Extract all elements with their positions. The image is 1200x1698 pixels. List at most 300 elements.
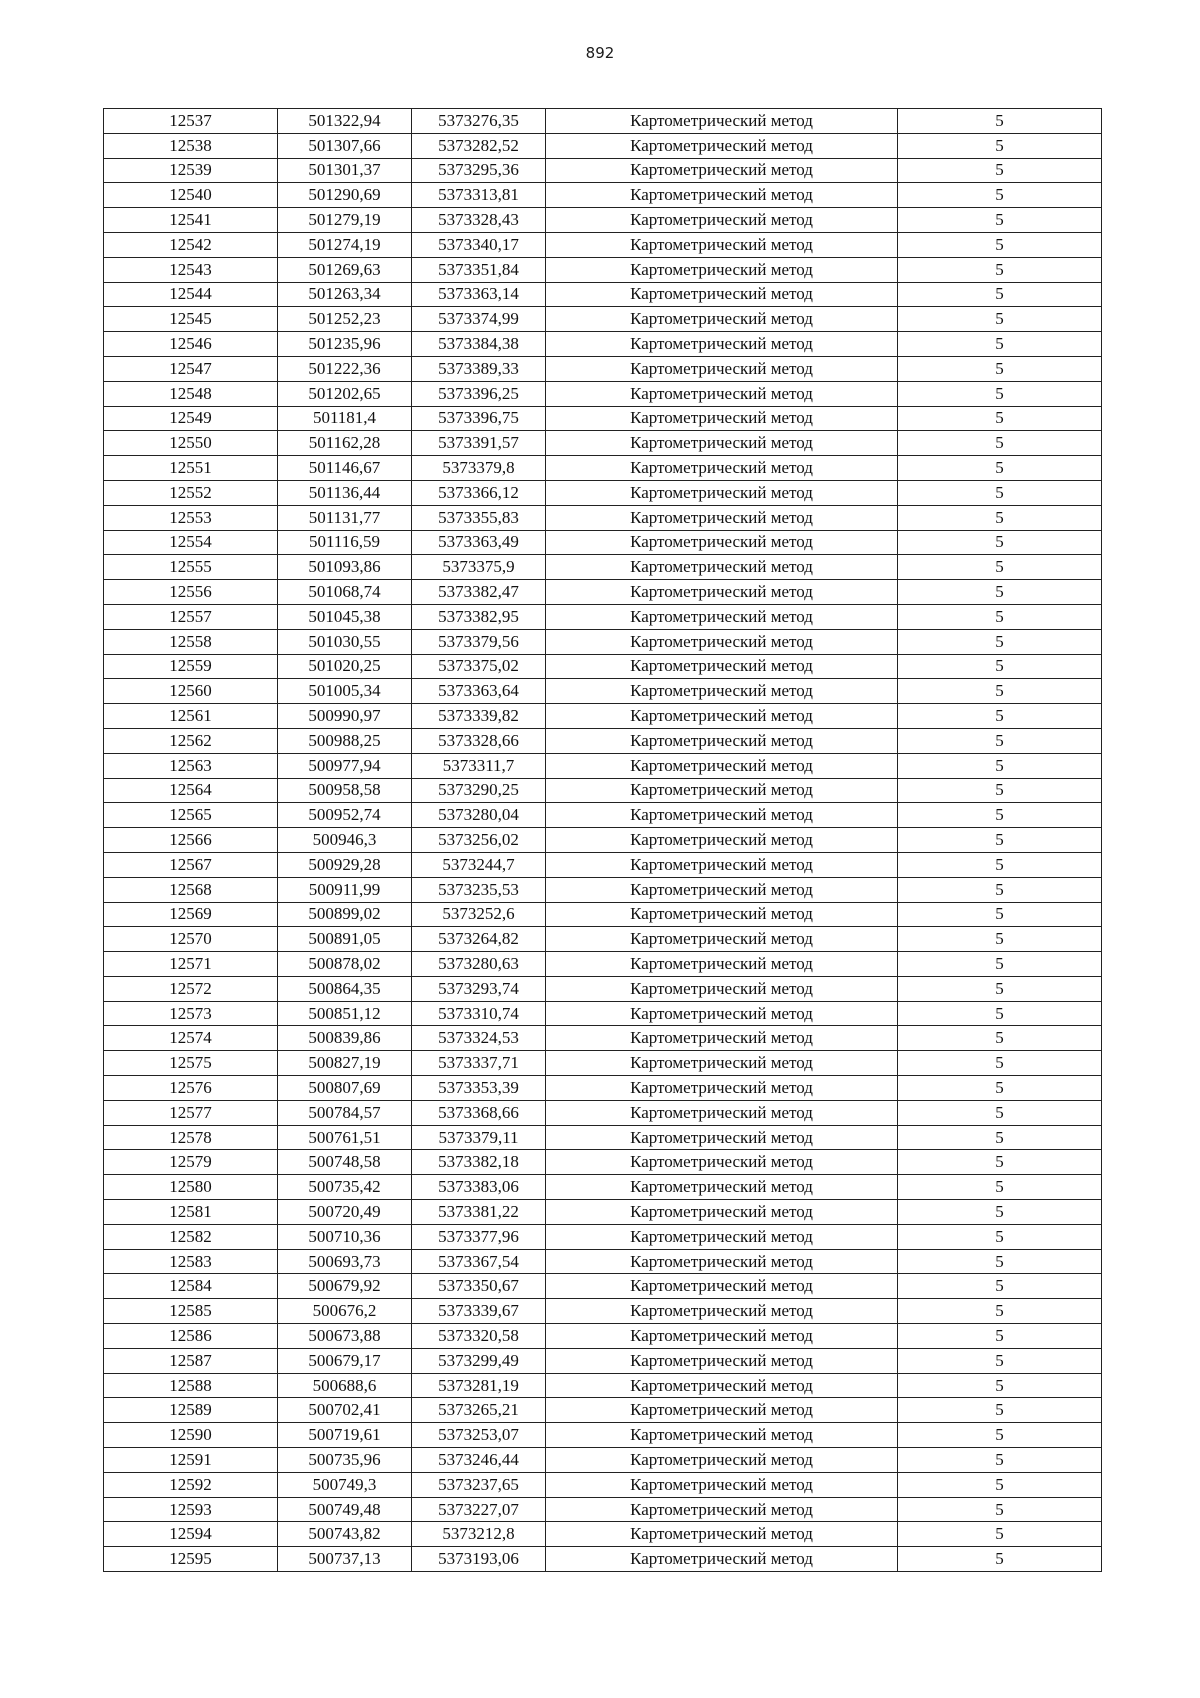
method-cell: Картометрический метод: [546, 505, 898, 530]
method-cell: Картометрический метод: [546, 952, 898, 977]
point-number-cell: 12539: [104, 158, 278, 183]
y-coordinate-cell: 5373355,83: [412, 505, 546, 530]
method-cell: Картометрический метод: [546, 1026, 898, 1051]
x-coordinate-cell: 500878,02: [278, 952, 412, 977]
method-cell: Картометрический метод: [546, 133, 898, 158]
method-cell: Картометрический метод: [546, 778, 898, 803]
y-coordinate-cell: 5373276,35: [412, 109, 546, 134]
accuracy-cell: 5: [898, 728, 1102, 753]
y-coordinate-cell: 5373235,53: [412, 877, 546, 902]
table-row: [104, 1026, 1102, 1051]
table-row: [104, 604, 1102, 629]
accuracy-cell: 5: [898, 282, 1102, 307]
accuracy-cell: 5: [898, 183, 1102, 208]
y-coordinate-cell: 5373381,22: [412, 1200, 546, 1225]
x-coordinate-cell: 500676,2: [278, 1299, 412, 1324]
table-row: [104, 1547, 1102, 1572]
table-row: [104, 1472, 1102, 1497]
point-number-cell: 12560: [104, 679, 278, 704]
point-number-cell: 12589: [104, 1398, 278, 1423]
accuracy-cell: 5: [898, 1150, 1102, 1175]
accuracy-cell: 5: [898, 952, 1102, 977]
y-coordinate-cell: 5373244,7: [412, 852, 546, 877]
point-number-cell: 12595: [104, 1547, 278, 1572]
accuracy-cell: 5: [898, 1472, 1102, 1497]
x-coordinate-cell: 500827,19: [278, 1051, 412, 1076]
method-cell: Картометрический метод: [546, 282, 898, 307]
point-number-cell: 12547: [104, 356, 278, 381]
point-number-cell: 12550: [104, 431, 278, 456]
point-number-cell: 12544: [104, 282, 278, 307]
accuracy-cell: 5: [898, 307, 1102, 332]
x-coordinate-cell: 501222,36: [278, 356, 412, 381]
x-coordinate-cell: 500710,36: [278, 1224, 412, 1249]
x-coordinate-cell: 501020,25: [278, 654, 412, 679]
method-cell: Картометрический метод: [546, 356, 898, 381]
method-cell: Картометрический метод: [546, 530, 898, 555]
x-coordinate-cell: 500977,94: [278, 753, 412, 778]
accuracy-cell: 5: [898, 1224, 1102, 1249]
y-coordinate-cell: 5373384,38: [412, 332, 546, 357]
y-coordinate-cell: 5373328,43: [412, 208, 546, 233]
method-cell: Картометрический метод: [546, 976, 898, 1001]
table-row: [104, 332, 1102, 357]
table-row: [104, 1051, 1102, 1076]
table-row: [104, 1373, 1102, 1398]
table-row: [104, 133, 1102, 158]
table-row: [104, 1175, 1102, 1200]
table-row: [104, 803, 1102, 828]
y-coordinate-cell: 5373282,52: [412, 133, 546, 158]
x-coordinate-cell: 500911,99: [278, 877, 412, 902]
page-number: 892: [585, 44, 615, 62]
accuracy-cell: 5: [898, 927, 1102, 952]
x-coordinate-cell: 501136,44: [278, 480, 412, 505]
accuracy-cell: 5: [898, 580, 1102, 605]
method-cell: Картометрический метод: [546, 1076, 898, 1101]
accuracy-cell: 5: [898, 654, 1102, 679]
accuracy-cell: 5: [898, 877, 1102, 902]
point-number-cell: 12575: [104, 1051, 278, 1076]
point-number-cell: 12545: [104, 307, 278, 332]
y-coordinate-cell: 5373324,53: [412, 1026, 546, 1051]
y-coordinate-cell: 5373328,66: [412, 728, 546, 753]
table-row: [104, 381, 1102, 406]
y-coordinate-cell: 5373295,36: [412, 158, 546, 183]
method-cell: Картометрический метод: [546, 1348, 898, 1373]
point-number-cell: 12557: [104, 604, 278, 629]
x-coordinate-cell: 500737,13: [278, 1547, 412, 1572]
y-coordinate-cell: 5373265,21: [412, 1398, 546, 1423]
x-coordinate-cell: 500749,3: [278, 1472, 412, 1497]
y-coordinate-cell: 5373382,18: [412, 1150, 546, 1175]
y-coordinate-cell: 5373310,74: [412, 1001, 546, 1026]
method-cell: Картометрический метод: [546, 704, 898, 729]
accuracy-cell: 5: [898, 604, 1102, 629]
point-number-cell: 12573: [104, 1001, 278, 1026]
y-coordinate-cell: 5373252,6: [412, 902, 546, 927]
accuracy-cell: 5: [898, 1348, 1102, 1373]
point-number-cell: 12558: [104, 629, 278, 654]
x-coordinate-cell: 500784,57: [278, 1100, 412, 1125]
point-number-cell: 12537: [104, 109, 278, 134]
x-coordinate-cell: 500688,6: [278, 1373, 412, 1398]
x-coordinate-cell: 500693,73: [278, 1249, 412, 1274]
point-number-cell: 12576: [104, 1076, 278, 1101]
method-cell: Картометрический метод: [546, 555, 898, 580]
method-cell: Картометрический метод: [546, 728, 898, 753]
table-row: [104, 629, 1102, 654]
point-number-cell: 12549: [104, 406, 278, 431]
y-coordinate-cell: 5373280,63: [412, 952, 546, 977]
accuracy-cell: 5: [898, 629, 1102, 654]
coordinates-table: [103, 108, 1102, 1572]
x-coordinate-cell: 501068,74: [278, 580, 412, 605]
accuracy-cell: 5: [898, 852, 1102, 877]
y-coordinate-cell: 5373368,66: [412, 1100, 546, 1125]
point-number-cell: 12584: [104, 1274, 278, 1299]
x-coordinate-cell: 500735,42: [278, 1175, 412, 1200]
point-number-cell: 12567: [104, 852, 278, 877]
table-row: [104, 232, 1102, 257]
x-coordinate-cell: 500720,49: [278, 1200, 412, 1225]
table-row: [104, 1423, 1102, 1448]
table-row: [104, 877, 1102, 902]
point-number-cell: 12570: [104, 927, 278, 952]
method-cell: Картометрический метод: [546, 1472, 898, 1497]
accuracy-cell: 5: [898, 480, 1102, 505]
x-coordinate-cell: 501005,34: [278, 679, 412, 704]
method-cell: Картометрический метод: [546, 679, 898, 704]
point-number-cell: 12588: [104, 1373, 278, 1398]
accuracy-cell: 5: [898, 1448, 1102, 1473]
y-coordinate-cell: 5373339,82: [412, 704, 546, 729]
x-coordinate-cell: 501263,34: [278, 282, 412, 307]
table-row: [104, 728, 1102, 753]
method-cell: Картометрический метод: [546, 208, 898, 233]
accuracy-cell: 5: [898, 1175, 1102, 1200]
x-coordinate-cell: 500851,12: [278, 1001, 412, 1026]
table-row: [104, 1200, 1102, 1225]
table-row: [104, 902, 1102, 927]
method-cell: Картометрический метод: [546, 1125, 898, 1150]
method-cell: Картометрический метод: [546, 381, 898, 406]
accuracy-cell: 5: [898, 778, 1102, 803]
method-cell: Картометрический метод: [546, 183, 898, 208]
table-row: [104, 356, 1102, 381]
y-coordinate-cell: 5373391,57: [412, 431, 546, 456]
method-cell: Картометрический метод: [546, 232, 898, 257]
table-row: [104, 456, 1102, 481]
accuracy-cell: 5: [898, 1324, 1102, 1349]
y-coordinate-cell: 5373293,74: [412, 976, 546, 1001]
table-row: [104, 852, 1102, 877]
x-coordinate-cell: 501252,23: [278, 307, 412, 332]
method-cell: Картометрический метод: [546, 1100, 898, 1125]
x-coordinate-cell: 500673,88: [278, 1324, 412, 1349]
method-cell: Картометрический метод: [546, 1522, 898, 1547]
accuracy-cell: 5: [898, 1274, 1102, 1299]
y-coordinate-cell: 5373389,33: [412, 356, 546, 381]
method-cell: Картометрический метод: [546, 927, 898, 952]
accuracy-cell: 5: [898, 1076, 1102, 1101]
point-number-cell: 12585: [104, 1299, 278, 1324]
x-coordinate-cell: 501093,86: [278, 555, 412, 580]
table-row: [104, 183, 1102, 208]
table-row: [104, 282, 1102, 307]
y-coordinate-cell: 5373320,58: [412, 1324, 546, 1349]
y-coordinate-cell: 5373313,81: [412, 183, 546, 208]
y-coordinate-cell: 5373367,54: [412, 1249, 546, 1274]
point-number-cell: 12562: [104, 728, 278, 753]
table-row: [104, 208, 1102, 233]
table-row: [104, 431, 1102, 456]
y-coordinate-cell: 5373212,8: [412, 1522, 546, 1547]
x-coordinate-cell: 501307,66: [278, 133, 412, 158]
x-coordinate-cell: 501181,4: [278, 406, 412, 431]
method-cell: Картометрический метод: [546, 109, 898, 134]
method-cell: Картометрический метод: [546, 1398, 898, 1423]
y-coordinate-cell: 5373379,8: [412, 456, 546, 481]
method-cell: Картометрический метод: [546, 1150, 898, 1175]
y-coordinate-cell: 5373299,49: [412, 1348, 546, 1373]
y-coordinate-cell: 5373396,25: [412, 381, 546, 406]
method-cell: Картометрический метод: [546, 307, 898, 332]
table-row: [104, 1125, 1102, 1150]
x-coordinate-cell: 501162,28: [278, 431, 412, 456]
method-cell: Картометрический метод: [546, 158, 898, 183]
point-number-cell: 12551: [104, 456, 278, 481]
accuracy-cell: 5: [898, 704, 1102, 729]
x-coordinate-cell: 500735,96: [278, 1448, 412, 1473]
y-coordinate-cell: 5373246,44: [412, 1448, 546, 1473]
table-row: [104, 1348, 1102, 1373]
point-number-cell: 12579: [104, 1150, 278, 1175]
method-cell: Картометрический метод: [546, 1001, 898, 1026]
point-number-cell: 12540: [104, 183, 278, 208]
y-coordinate-cell: 5373227,07: [412, 1497, 546, 1522]
method-cell: Картометрический метод: [546, 1274, 898, 1299]
accuracy-cell: 5: [898, 530, 1102, 555]
method-cell: Картометрический метод: [546, 1423, 898, 1448]
method-cell: Картометрический метод: [546, 1175, 898, 1200]
x-coordinate-cell: 500807,69: [278, 1076, 412, 1101]
y-coordinate-cell: 5373383,06: [412, 1175, 546, 1200]
y-coordinate-cell: 5373375,9: [412, 555, 546, 580]
point-number-cell: 12548: [104, 381, 278, 406]
y-coordinate-cell: 5373366,12: [412, 480, 546, 505]
x-coordinate-cell: 501322,94: [278, 109, 412, 134]
accuracy-cell: 5: [898, 208, 1102, 233]
x-coordinate-cell: 500929,28: [278, 852, 412, 877]
point-number-cell: 12593: [104, 1497, 278, 1522]
point-number-cell: 12541: [104, 208, 278, 233]
table-row: [104, 158, 1102, 183]
x-coordinate-cell: 500952,74: [278, 803, 412, 828]
table-row: [104, 1076, 1102, 1101]
table-row: [104, 307, 1102, 332]
accuracy-cell: 5: [898, 1200, 1102, 1225]
y-coordinate-cell: 5373253,07: [412, 1423, 546, 1448]
table-row: [104, 555, 1102, 580]
y-coordinate-cell: 5373363,14: [412, 282, 546, 307]
point-number-cell: 12565: [104, 803, 278, 828]
y-coordinate-cell: 5373382,95: [412, 604, 546, 629]
y-coordinate-cell: 5373396,75: [412, 406, 546, 431]
table-row: [104, 580, 1102, 605]
method-cell: Картометрический метод: [546, 604, 898, 629]
table-row: [104, 1249, 1102, 1274]
accuracy-cell: 5: [898, 1398, 1102, 1423]
accuracy-cell: 5: [898, 505, 1102, 530]
accuracy-cell: 5: [898, 1249, 1102, 1274]
x-coordinate-cell: 500839,86: [278, 1026, 412, 1051]
table-row: [104, 505, 1102, 530]
coordinates-table-body: [104, 109, 1102, 1572]
x-coordinate-cell: 500719,61: [278, 1423, 412, 1448]
point-number-cell: 12586: [104, 1324, 278, 1349]
x-coordinate-cell: 501290,69: [278, 183, 412, 208]
point-number-cell: 12591: [104, 1448, 278, 1473]
point-number-cell: 12594: [104, 1522, 278, 1547]
x-coordinate-cell: 500748,58: [278, 1150, 412, 1175]
point-number-cell: 12543: [104, 257, 278, 282]
point-number-cell: 12566: [104, 828, 278, 853]
accuracy-cell: 5: [898, 1547, 1102, 1572]
table-row: [104, 1324, 1102, 1349]
point-number-cell: 12590: [104, 1423, 278, 1448]
method-cell: Картометрический метод: [546, 332, 898, 357]
accuracy-cell: 5: [898, 1125, 1102, 1150]
method-cell: Картометрический метод: [546, 431, 898, 456]
y-coordinate-cell: 5373382,47: [412, 580, 546, 605]
method-cell: Картометрический метод: [546, 1497, 898, 1522]
point-number-cell: 12592: [104, 1472, 278, 1497]
table-row: [104, 952, 1102, 977]
method-cell: Картометрический метод: [546, 1373, 898, 1398]
y-coordinate-cell: 5373193,06: [412, 1547, 546, 1572]
accuracy-cell: 5: [898, 1373, 1102, 1398]
y-coordinate-cell: 5373377,96: [412, 1224, 546, 1249]
y-coordinate-cell: 5373363,49: [412, 530, 546, 555]
method-cell: Картометрический метод: [546, 753, 898, 778]
point-number-cell: 12559: [104, 654, 278, 679]
table-row: [104, 679, 1102, 704]
x-coordinate-cell: 500958,58: [278, 778, 412, 803]
x-coordinate-cell: 501116,59: [278, 530, 412, 555]
accuracy-cell: 5: [898, 381, 1102, 406]
accuracy-cell: 5: [898, 158, 1102, 183]
table-row: [104, 1398, 1102, 1423]
x-coordinate-cell: 501202,65: [278, 381, 412, 406]
x-coordinate-cell: 500891,05: [278, 927, 412, 952]
point-number-cell: 12561: [104, 704, 278, 729]
accuracy-cell: 5: [898, 1001, 1102, 1026]
y-coordinate-cell: 5373379,11: [412, 1125, 546, 1150]
x-coordinate-cell: 500761,51: [278, 1125, 412, 1150]
y-coordinate-cell: 5373256,02: [412, 828, 546, 853]
method-cell: Картометрический метод: [546, 1547, 898, 1572]
accuracy-cell: 5: [898, 555, 1102, 580]
y-coordinate-cell: 5373375,02: [412, 654, 546, 679]
method-cell: Картометрический метод: [546, 480, 898, 505]
accuracy-cell: 5: [898, 679, 1102, 704]
x-coordinate-cell: 500743,82: [278, 1522, 412, 1547]
x-coordinate-cell: 500899,02: [278, 902, 412, 927]
y-coordinate-cell: 5373280,04: [412, 803, 546, 828]
accuracy-cell: 5: [898, 406, 1102, 431]
accuracy-cell: 5: [898, 753, 1102, 778]
accuracy-cell: 5: [898, 1100, 1102, 1125]
method-cell: Картометрический метод: [546, 852, 898, 877]
table-row: [104, 828, 1102, 853]
table-row: [104, 406, 1102, 431]
table-row: [104, 927, 1102, 952]
x-coordinate-cell: 500702,41: [278, 1398, 412, 1423]
accuracy-cell: 5: [898, 828, 1102, 853]
accuracy-cell: 5: [898, 109, 1102, 134]
point-number-cell: 12583: [104, 1249, 278, 1274]
table-row: [104, 1299, 1102, 1324]
accuracy-cell: 5: [898, 332, 1102, 357]
method-cell: Картометрический метод: [546, 456, 898, 481]
accuracy-cell: 5: [898, 1051, 1102, 1076]
point-number-cell: 12580: [104, 1175, 278, 1200]
method-cell: Картометрический метод: [546, 828, 898, 853]
y-coordinate-cell: 5373350,67: [412, 1274, 546, 1299]
point-number-cell: 12552: [104, 480, 278, 505]
point-number-cell: 12554: [104, 530, 278, 555]
x-coordinate-cell: 501235,96: [278, 332, 412, 357]
accuracy-cell: 5: [898, 1522, 1102, 1547]
x-coordinate-cell: 500749,48: [278, 1497, 412, 1522]
point-number-cell: 12569: [104, 902, 278, 927]
method-cell: Картометрический метод: [546, 654, 898, 679]
table-row: [104, 778, 1102, 803]
point-number-cell: 12556: [104, 580, 278, 605]
point-number-cell: 12571: [104, 952, 278, 977]
x-coordinate-cell: 501269,63: [278, 257, 412, 282]
accuracy-cell: 5: [898, 133, 1102, 158]
accuracy-cell: 5: [898, 1497, 1102, 1522]
y-coordinate-cell: 5373237,65: [412, 1472, 546, 1497]
table-row: [104, 1522, 1102, 1547]
method-cell: Картометрический метод: [546, 803, 898, 828]
y-coordinate-cell: 5373264,82: [412, 927, 546, 952]
y-coordinate-cell: 5373311,7: [412, 753, 546, 778]
method-cell: Картометрический метод: [546, 406, 898, 431]
table-row: [104, 1448, 1102, 1473]
point-number-cell: 12563: [104, 753, 278, 778]
point-number-cell: 12538: [104, 133, 278, 158]
x-coordinate-cell: 501301,37: [278, 158, 412, 183]
method-cell: Картометрический метод: [546, 877, 898, 902]
point-number-cell: 12582: [104, 1224, 278, 1249]
table-row: [104, 1224, 1102, 1249]
accuracy-cell: 5: [898, 456, 1102, 481]
method-cell: Картометрический метод: [546, 1249, 898, 1274]
table-row: [104, 1150, 1102, 1175]
point-number-cell: 12568: [104, 877, 278, 902]
y-coordinate-cell: 5373379,56: [412, 629, 546, 654]
table-row: [104, 1001, 1102, 1026]
accuracy-cell: 5: [898, 356, 1102, 381]
table-row: [104, 480, 1102, 505]
point-number-cell: 12581: [104, 1200, 278, 1225]
y-coordinate-cell: 5373351,84: [412, 257, 546, 282]
table-row: [104, 257, 1102, 282]
y-coordinate-cell: 5373374,99: [412, 307, 546, 332]
